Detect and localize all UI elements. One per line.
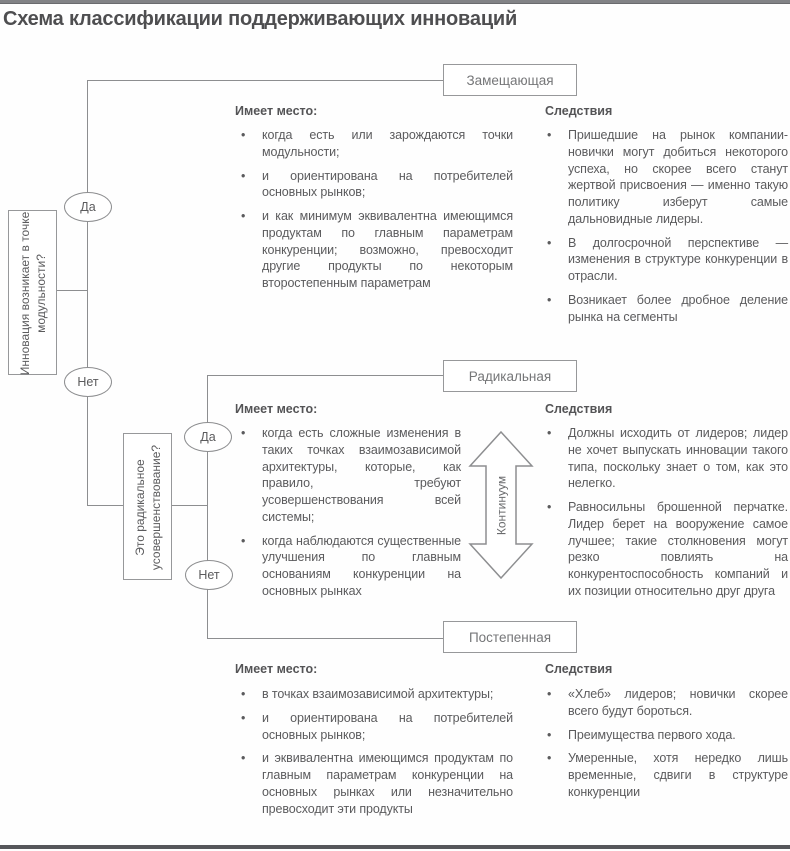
list-item: • «Хлеб» лидеров; новички скорее всего будут бороться. [545,686,788,720]
occurs-header-displacing: Имеет место: [235,104,318,118]
decision-yes-2: Да [184,422,232,452]
connector-vertical-2 [207,375,208,639]
consequences-header-displacing: Следствия [545,104,613,118]
connector-vertical-1 [87,80,88,506]
list-item: • в точках взаимозависимой архитектуры; [235,686,513,703]
consequences-header-radical: Следствия [545,402,613,416]
connector-incremental-horizontal [207,638,443,639]
decision-no-2: Нет [185,560,233,590]
consequences-list-radical [545,425,788,607]
connector-q2-right-stub [172,505,208,506]
category-box-displacing: Замещающая [443,64,577,96]
question-box-radical-improvement [123,433,172,580]
question-box-modularity [8,210,57,375]
list-item: • Умеренные, хотя нередко лишь временные, сдвиги в структуре конкуренции [545,750,788,800]
list-item: • Возникает более дробное деление рынка на сегменты [545,292,788,326]
occurs-list-displacing [235,127,513,299]
list-item: • и ориентирована на потребителей основных рынков; [235,168,513,202]
connector-q1-stub [57,290,87,291]
occurs-list-incremental [235,686,513,824]
consequences-list-displacing [545,127,788,332]
question-box-radical-improvement-label: Это радикальное усовершенствование? [132,444,163,571]
decision-yes-1: Да [64,192,112,222]
consequences-header-incremental: Следствия [545,662,613,676]
list-item: • когда наблюдаются существенные улучшения по главным основаниям конкуренции на основных рынках [235,533,461,600]
occurs-list-radical [235,425,461,607]
list-item: • В долгосрочной перспективе — изменения в структуре конкуренции в отрасли. [545,235,788,285]
connector-top-horizontal [87,80,445,81]
occurs-header-incremental: Имеет место: [235,662,318,676]
list-item: • и ориентирована на потребителей основных рынков; [235,710,513,744]
bottom-border-bar [0,845,790,849]
page-title: Схема классификации поддерживающих инноваций [3,8,518,30]
continuum-label: Континуум [494,475,508,536]
connector-q2-left-stub [87,505,123,506]
list-item: • когда есть сложные изменения в таких точках взаимозависимой архитектуры, которые, как правило, требуют усовершенствования всей системы; [235,425,461,526]
list-item: • и эквивалентна имеющимся продуктам по главным параметрам конкуренции на основных рынках или незначительно превосходит эти продукты [235,750,513,817]
list-item: • и как минимум эквивалентна имеющимся продуктам по главным параметрам конкуренции; возможно, превосходит другие продукты по некоторым второстепенным параметрам [235,208,513,292]
connector-radical-horizontal [207,375,443,376]
consequences-list-incremental [545,686,788,808]
list-item: • Пришедшие на рынок компании-новички могут добиться некоторого успеха, но скорее всего станут жертвой присвоения — именно такую политику изберут самые дальновидные лидеры. [545,127,788,228]
list-item: • Преимущества первого хода. [545,727,788,744]
occurs-header-radical: Имеет место: [235,402,318,416]
top-border-bar [0,0,790,4]
decision-no-1: Нет [64,367,112,397]
category-box-incremental: Постепенная [443,621,577,653]
list-item: • Равносильны брошенной перчатке. Лидер берет на вооружение самое лучшее; такие столкновения могут резко повлиять на конкурентоспособность компаний и их позиции относительно друг друга [545,499,788,600]
list-item: • когда есть или зарождаются точки модульности; [235,127,513,161]
category-box-radical: Радикальная [443,360,577,392]
question-box-modularity-label: Инновация возникает в точке модульности? [17,211,48,376]
list-item: • Должны исходить от лидеров; лидер не хочет выпускать инновации такого типа, поскольку знает о том, как это нелегко. [545,425,788,492]
